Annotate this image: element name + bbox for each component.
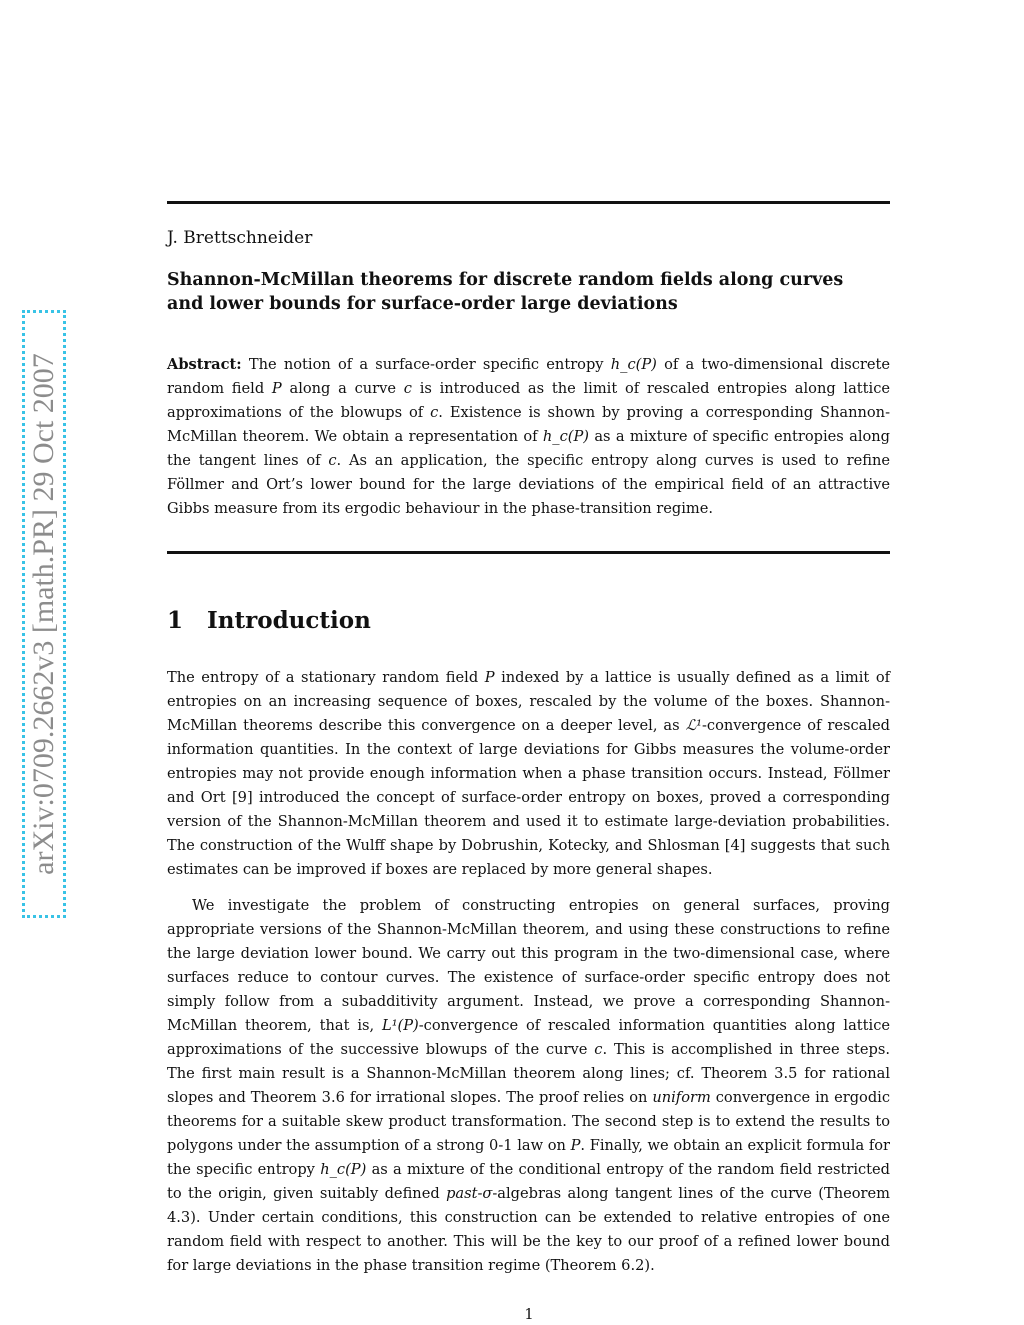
math-c: c [328, 452, 337, 469]
math-c: c [594, 1041, 603, 1058]
body-text: -algebras along tangent lines of the curve (Theorem 4.3). Under certain conditions, this construction can be extended to relative entropies of one random field with respect to another. This will be the key to our proof of a refined lower bound for large deviations in the phase transition regime (Theorem 6.2). [167, 1185, 891, 1274]
section-title: Introduction [207, 607, 371, 634]
paragraph-1 [167, 666, 890, 882]
math-p: P [484, 669, 495, 686]
math-l1: ℒ¹ [685, 717, 702, 734]
math-p: P [570, 1137, 581, 1154]
introduction-body [167, 666, 890, 1278]
math-p: P [271, 380, 282, 397]
body-text: -convergence of rescaled information quantities. In the context of large deviations for Gibbs measures the volume-order entropies may not provide enough information when a phase transition occurs. Instead, Föllmer and Ort [9] introduced the concept of surface-order entropy on boxes, proved a corresponding version of the Shannon-McMillan theorem and used it to estimate large-deviation probabilities. The construction of the Wulff shape by Dobrushin, Kotecky, and Shlosman [4] suggests that such estimates can be improved if boxes are replaced by more general shapes. [167, 717, 891, 878]
math-hcp: h_c(P) [610, 356, 657, 373]
math-hcp: h_c(P) [542, 428, 589, 445]
abstract-text: . Existence is shown by proving a corresponding Shannon-McMillan theorem. We obtain a representation of [167, 404, 890, 445]
arxiv-stamp [22, 310, 66, 918]
author: J. Brettschneider [167, 228, 313, 248]
title-line-2: and lower bounds for surface-order large deviations [167, 294, 678, 314]
body-text: We investigate the problem of constructing entropies on general surfaces, proving appropriate versions of the Shannon-McMillan theorem, and using these constructions to refine the large deviation lower bound. We carry out this program in the two-dimensional case, where surfaces reduce to contour curves. The existence of surface-order specific entropy does not simply follow from a subadditivity argument. Instead, we prove a corresponding Shannon-McMillan theorem, that is, [167, 897, 890, 1034]
math-c: c [430, 404, 439, 421]
math-c: c [403, 380, 412, 397]
abstract-text: is introduced as the limit of rescaled entropies along lattice approximations of the blowups of [167, 380, 891, 421]
body-text: The entropy of a stationary random field [167, 669, 479, 686]
paragraph-2 [167, 894, 890, 1278]
paper-title [167, 268, 890, 316]
section-heading [167, 607, 371, 634]
emphasis-past-sigma: past-σ [446, 1185, 493, 1202]
body-text: . This is accomplished in three steps. The first main result is a Shannon-McMillan theorem along lines; cf. Theorem 3.5 for rational slopes and Theorem 3.6 for irrational slopes. The proof relies on [167, 1041, 890, 1106]
section-number: 1 [167, 607, 184, 634]
top-rule [167, 201, 890, 204]
body-text: convergence in ergodic theorems for a suitable skew product transformation. The second step is to extend the results to polygons under the assumption of a strong 0-1 law on [167, 1089, 891, 1154]
abstract-text: along a curve [289, 380, 397, 397]
page-number: 1 [524, 1306, 534, 1323]
math-l1p: L¹(P) [382, 1017, 419, 1034]
body-text: indexed by a lattice is usually defined as a limit of entropies on an increasing sequence of boxes, rescaled by the volume of the boxes. Shannon-McMillan theorems describe this convergence on a deeper level, as [167, 669, 891, 734]
abstract-text: The notion of a surface-order specific entropy [248, 356, 604, 373]
body-text: -convergence of rescaled information quantities along lattice approximations of the successive blowups of the curve [167, 1017, 891, 1058]
emphasis-uniform: uniform [652, 1089, 711, 1106]
abstract [167, 353, 890, 521]
body-text: . Finally, we obtain an explicit formula for the specific entropy [167, 1137, 890, 1178]
abstract-text: . As an application, the specific entropy along curves is used to refine Föllmer and Ort’s lower bound for the large deviations of the empirical field of an attractive Gibbs measure from its ergodic behaviour in the phase-transition regime. [167, 452, 891, 517]
bottom-rule [167, 551, 890, 554]
abstract-text: of a two-dimensional discrete random field [167, 356, 891, 397]
arxiv-identifier: arXiv:0709.2662v3 [math.PR] 29 Oct 2007 [27, 353, 60, 875]
abstract-label: Abstract: [167, 356, 242, 373]
title-line-1: Shannon-McMillan theorems for discrete random fields along curves [167, 270, 844, 290]
body-text: as a mixture of the conditional entropy of the random field restricted to the origin, given suitably defined [167, 1161, 890, 1202]
abstract-text: as a mixture of specific entropies along the tangent lines of [167, 428, 891, 469]
math-hcp: h_c(P) [320, 1161, 367, 1178]
